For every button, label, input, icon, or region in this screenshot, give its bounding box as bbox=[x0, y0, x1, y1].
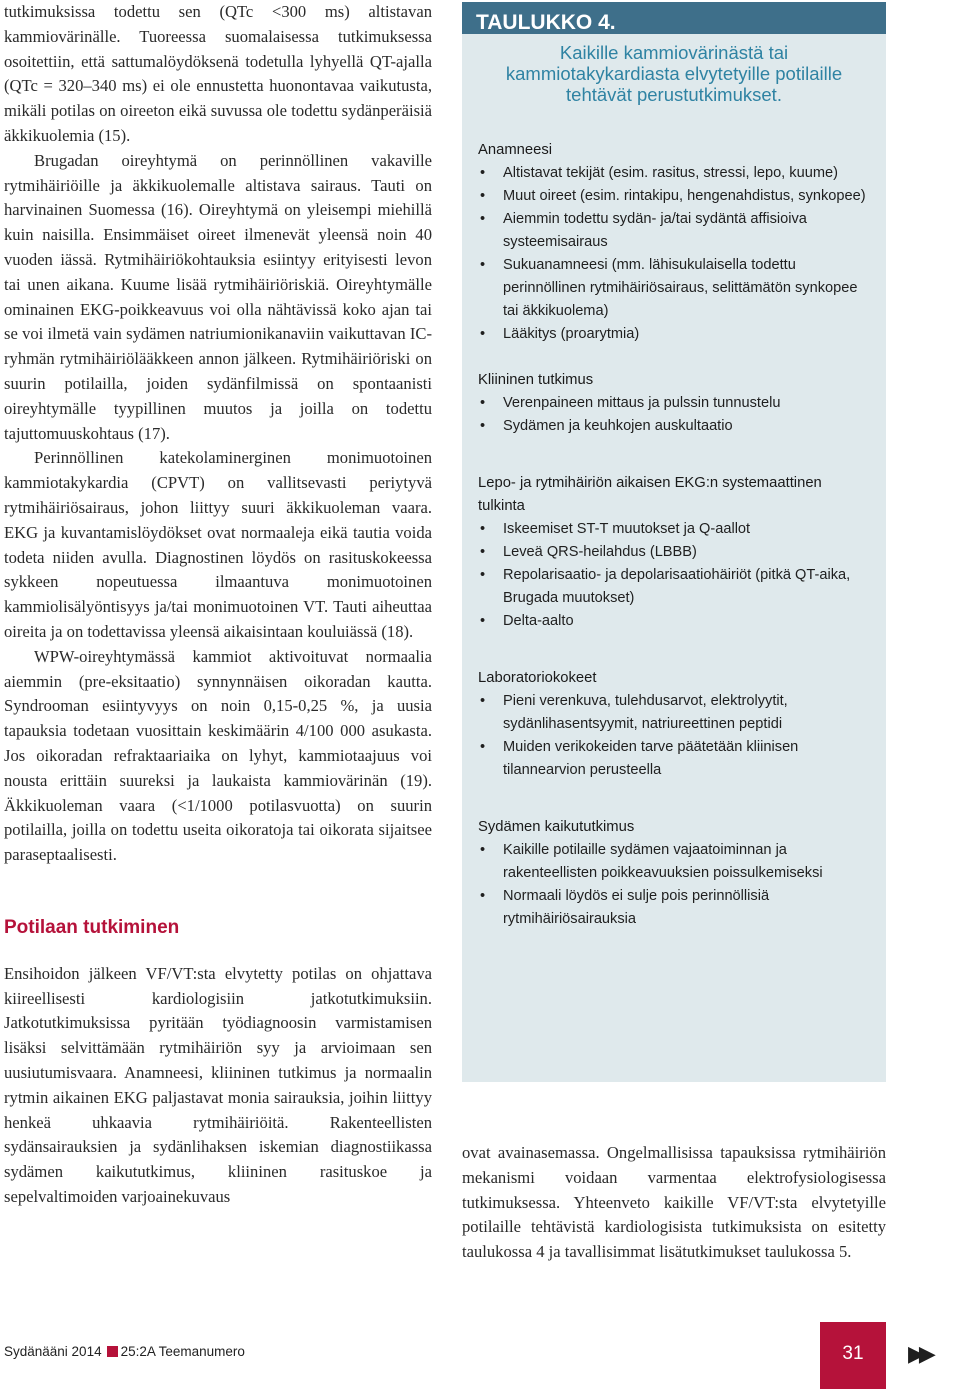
table-section bbox=[478, 667, 872, 782]
bullet-list bbox=[478, 518, 872, 633]
list-item-text: Sydämen ja keuhkojen auskultaatio bbox=[503, 418, 733, 434]
body-paragraph: Perinnöllinen katekolaminerginen monimuotoinen kammiotakykardia (CPVT) on vallitsevasti periytyvä rytmihäiriösairaus, johon liittyy suuri äkkikuoleman vaara. EKG ja kuvantamislöydökset ovat normaaleja eikä tautia voida todeta niiden avulla. Diagnostinen löydös on rasituskokeessa sykkeen nopeutuessa ilmaantuva monimuotoinen kammiolisälyöntisyys ja/tai monimuotoinen VT. Tauti aiheuttaa oireita ja on todettavissa yleensä aikaisintaan kouluiässä (18). bbox=[4, 448, 432, 641]
left-column bbox=[4, 0, 432, 1210]
list-item bbox=[478, 415, 872, 438]
table-body bbox=[462, 139, 886, 931]
list-item bbox=[478, 518, 872, 541]
list-item bbox=[478, 185, 872, 208]
table-section-heading: Anamneesi bbox=[478, 142, 553, 158]
list-item bbox=[478, 839, 872, 885]
table-title: Kaikille kammiovärinästä tai kammiotakykardiasta elvytetyille potilaille tehtävät perustutkimukset. bbox=[505, 42, 843, 105]
list-item-text: Normaali löydös ei sulje pois perinnöllisiä rytmihäiriösairauksia bbox=[503, 888, 770, 927]
bullet-icon: • bbox=[480, 888, 486, 904]
page-number: 31 bbox=[820, 1322, 886, 1389]
section-heading: Potilaan tutkiminen bbox=[4, 916, 180, 938]
list-item bbox=[478, 254, 872, 323]
list-item bbox=[478, 885, 872, 931]
bullet-icon: • bbox=[480, 567, 486, 583]
bullet-icon: • bbox=[480, 739, 486, 755]
list-item-text: Muiden verikokeiden tarve päätetään kliinisen tilannearvion perusteella bbox=[503, 739, 799, 778]
bullet-icon: • bbox=[480, 188, 486, 204]
list-item-text: Lääkitys (proarytmia) bbox=[503, 326, 640, 342]
list-item bbox=[478, 564, 872, 610]
table-section-heading: Sydämen kaikututkimus bbox=[478, 819, 635, 835]
bullet-icon: • bbox=[480, 165, 486, 181]
table-section-heading: Kliininen tutkimus bbox=[478, 372, 594, 388]
table-section bbox=[478, 139, 872, 346]
bullet-icon: • bbox=[480, 326, 486, 342]
bullet-list bbox=[478, 839, 872, 931]
bullet-icon: • bbox=[480, 842, 486, 858]
bullet-list bbox=[478, 690, 872, 782]
list-item-text: Iskeemiset ST-T muutokset ja Q-aallot bbox=[503, 521, 751, 537]
list-item-text: Verenpaineen mittaus ja pulssin tunnustelu bbox=[503, 395, 781, 411]
list-item-text: Repolarisaatio- ja depolarisaatiohäiriöt (pitkä QT-aika, Brugada muutokset) bbox=[503, 567, 851, 606]
list-item-text: Pieni verenkuva, tulehdusarvot, elektrolyytit, sydänlihasentsyymit, natriureettinen peptidi bbox=[503, 693, 788, 732]
journal-name: Sydänääni 2014 bbox=[4, 1344, 102, 1359]
next-page-icon: ▶▶ bbox=[908, 1342, 930, 1367]
list-item bbox=[478, 208, 872, 254]
list-item bbox=[478, 392, 872, 415]
footer bbox=[0, 1322, 960, 1389]
issue-name: 25:2A Teemanumero bbox=[120, 1344, 245, 1359]
list-item-text: Sukuanamneesi (mm. lähisukulaisella todettu perinnöllinen rytmihäiriösairaus, selittämätön synkopee tai äkkikuolema) bbox=[503, 257, 858, 319]
bullet-icon: • bbox=[480, 257, 486, 273]
list-item-text: Delta-aalto bbox=[503, 613, 574, 629]
square-icon bbox=[107, 1346, 118, 1357]
table-section bbox=[478, 369, 872, 438]
footer-journal bbox=[4, 1344, 245, 1359]
table-section bbox=[478, 472, 872, 633]
bullet-icon: • bbox=[480, 211, 486, 227]
spacer bbox=[4, 868, 432, 916]
list-item bbox=[478, 610, 872, 633]
bullet-icon: • bbox=[480, 395, 486, 411]
list-item bbox=[478, 162, 872, 185]
bullet-icon: • bbox=[480, 544, 486, 560]
bullet-icon: • bbox=[480, 418, 486, 434]
bullet-icon: • bbox=[480, 613, 486, 629]
table-section-heading: Lepo- ja rytmihäiriön aikaisen EKG:n systemaattinen tulkinta bbox=[478, 475, 822, 514]
table-box bbox=[462, 2, 886, 1082]
list-item-text: Leveä QRS-heilahdus (LBBB) bbox=[503, 544, 697, 560]
right-column bbox=[462, 1141, 886, 1265]
list-item bbox=[478, 690, 872, 736]
list-item bbox=[478, 736, 872, 782]
table-section-heading: Laboratoriokokeet bbox=[478, 670, 597, 686]
body-paragraph: Brugadan oireyhtymä on perinnöllinen vakaville rytmihäiriöille ja äkkikuolemalle altistava sairaus. Tauti on harvinainen Suomessa (16). Oireyhtymä on yleisempi miehillä kuin naisilla. Ensimmäiset oireet ilmenevät yleensä noin 40 vuoden iässä. Rytmihäiriökohtauksia esiintyy erityisesti levon tai unen aikana. Kuume lisää rytmihäiriöriskiä. Oireyhtymälle ominainen EKG-poikkeavuus voi olla nähtävissä koko ajan tai se voi ilmetä vain sydämen natriumionikanaviin vaikuttavan IC-ryhmän rytmihäiriölääkkeen annon jälkeen. Rytmihäiriöriski on suurin potilailla, joiden sydänfilmissä on spontaanisti oireyhtymälle tyypillinen muutos ja joilla on todettu tajuttomuuskohtaus (17). bbox=[4, 150, 432, 443]
body-paragraph: Ensihoidon jälkeen VF/VT:sta elvytetty potilas on ohjattava kiireellisesti kardiologisiin jatkotutkimuksiin. Jatkotutkimuksissa pyritään työdiagnoosin varmistamisen lisäksi selvittämään rytmihäiriön syy ja arvioimaan sen uusiutumisvaara. Anamneesi, kliininen tutkimus ja normaalin rytmin aikainen EKG paljastavat monia sairauksia, joihin liittyy henkeä uhkaavia rytmihäiriöitä. Rakenteellisten sydänsairauksien ja sydänlihaksen iskemian diagnostiikassa sydämen kaikututkimus, kliininen rasituskoe ja sepelvaltimoiden varjoainekuvaus bbox=[4, 963, 432, 1207]
body-paragraph: ovat avainasemassa. Ongelmallisissa tapauksissa rytmihäiriön mekanismi voidaan varmentaa elektrofysiologisessa tutkimuksessa. Yhteenveto kaikille VF/VT:sta elvytetyille potilaille tehtävistä kardiologisista tutkimuksista on esitetty taulukossa 4 ja tavallisimmat lisätutkimukset taulukossa 5. bbox=[462, 1143, 886, 1262]
list-item-text: Muut oireet (esim. rintakipu, hengenahdistus, synkopee) bbox=[503, 188, 866, 204]
body-paragraph: tutkimuksissa todettu sen (QTc <300 ms) altistavan kammiovärinälle. Tuoreessa suomalaisessa tutkimuksessa osoitettiin, että sattumalöydöksenä todetulla lyhyellä QT-ajalla (QTc = 320–340 ms) ei ole ennustetta huonontavaa vaikutusta, mikäli potilas on oireeton eikä suvussa ole todettu sydänperäisiä äkkikuolemia (15). bbox=[4, 2, 432, 145]
table-section bbox=[478, 816, 872, 931]
bullet-list bbox=[478, 162, 872, 346]
spacer bbox=[4, 940, 432, 962]
bullet-icon: • bbox=[480, 693, 486, 709]
list-item-text: Kaikille potilaille sydämen vajaatoiminnan ja rakenteellisten poikkeavuuksien poissulkemiseksi bbox=[503, 842, 823, 881]
table-label: TAULUKKO 4. bbox=[462, 2, 886, 34]
body-paragraph: WPW-oireyhtymässä kammiot aktivoituvat normaalia aiemmin (pre-eksitaatio) synnynnäisen oikoradan kautta. Syndrooman esiintyvyys on noin 0,15-0,25 %, ja uusia tapauksia todetaan vuosittain keskimäärin 4/100 000 asukasta. Jos oikoradan refraktaariaika on lyhyt, kammiotaajuus voi nousta erittäin suureksi ja laukaista kammiovärinän (19). Äkkikuoleman vaara (<1/1000 potilasvuotta) on suurin potilailla, joilla on todettu useita oikoratoja tai oikorata sijaitsee paraseptaalisesti. bbox=[4, 646, 432, 865]
bullet-icon: • bbox=[480, 521, 486, 537]
bullet-list bbox=[478, 392, 872, 438]
list-item-text: Aiemmin todettu sydän- ja/tai sydäntä affisioiva systeemisairaus bbox=[503, 211, 807, 250]
list-item-text: Altistavat tekijät (esim. rasitus, stressi, lepo, kuume) bbox=[503, 165, 838, 181]
list-item bbox=[478, 323, 872, 346]
list-item bbox=[478, 541, 872, 564]
